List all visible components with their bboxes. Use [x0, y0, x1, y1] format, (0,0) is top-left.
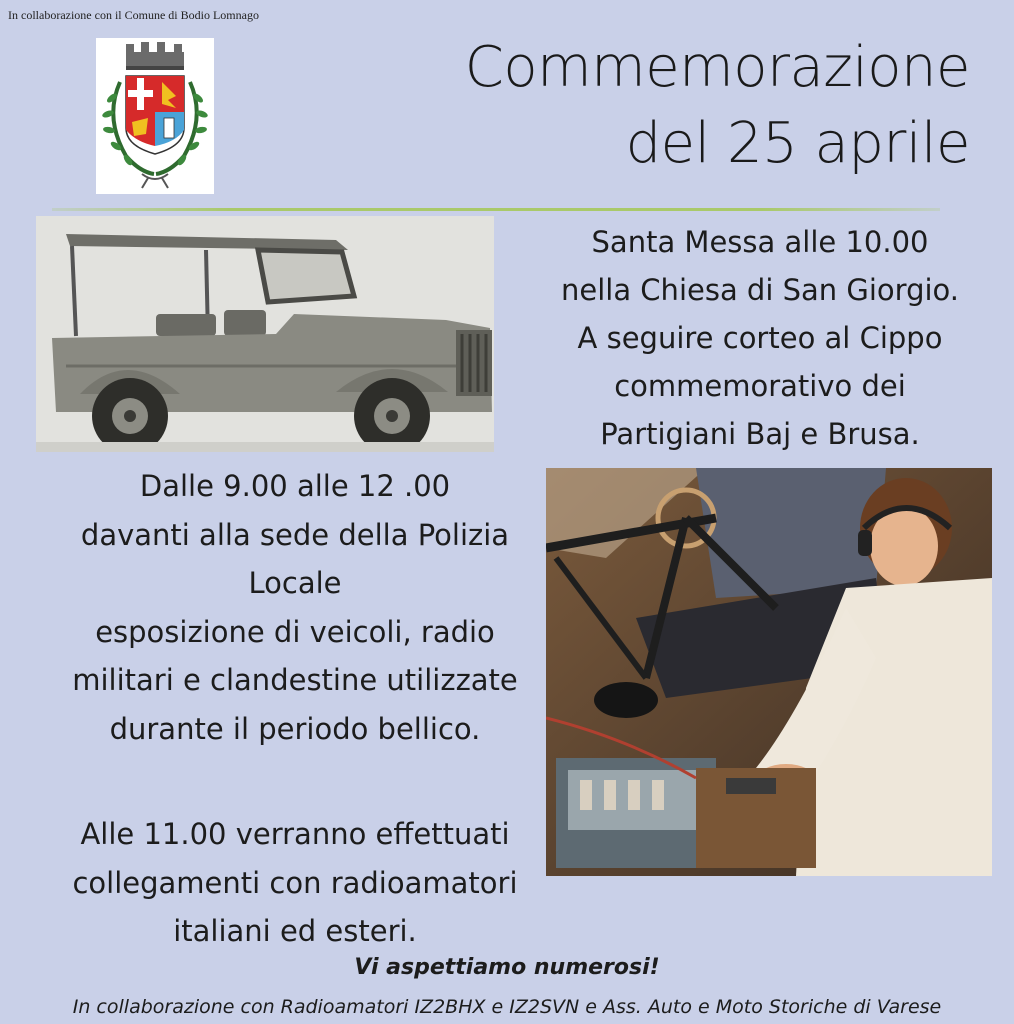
collaboration-credit-top: In collaborazione con il Comune di Bodio Lomnago: [8, 8, 259, 22]
mass-line: Santa Messa alle 10.00: [591, 225, 929, 259]
exhibit-line: Locale: [248, 566, 342, 600]
exhibition-announcement: [40, 462, 550, 753]
mass-line: commemorativo dei: [614, 369, 906, 403]
radio-line: collegamenti con radioamatori: [72, 865, 518, 900]
title-line-2: del 25 aprile: [625, 111, 970, 176]
divider-rule: [52, 208, 940, 211]
collaboration-credit-footer: In collaborazione con Radioamatori IZ2BHX e IZ2SVN e Ass. Auto e Moto Storiche di Varese: [72, 996, 942, 1018]
municipal-crest-logo: [96, 38, 214, 194]
radio-operator-photo: [546, 468, 992, 876]
exhibit-line: esposizione di veicoli, radio: [95, 614, 495, 649]
title-line-1: Commemorazione: [464, 35, 970, 100]
exhibit-line: durante il periodo bellico.: [109, 711, 481, 746]
exhibit-line: davanti alla sede della Polizia: [80, 517, 510, 552]
mass-line: Partigiani Baj e Brusa.: [600, 417, 920, 451]
exhibit-line: militari e clandestine utilizzate: [72, 663, 518, 697]
mass-line: A seguire corteo al Cippo: [577, 321, 943, 355]
invitation-text: Vi aspettiamo numerosi!: [354, 955, 660, 980]
mass-announcement: [520, 218, 1000, 458]
radio-announcement: [40, 810, 550, 956]
jeep-photo: [36, 216, 494, 452]
mass-line: nella Chiesa di San Giorgio.: [560, 273, 959, 307]
radio-line: italiani ed esteri.: [173, 914, 417, 948]
radio-line: Alle 11.00 verranno effettuati: [80, 817, 510, 851]
exhibit-line: Dalle 9.00 alle 12 .00: [139, 469, 451, 503]
page-title: [300, 30, 970, 182]
